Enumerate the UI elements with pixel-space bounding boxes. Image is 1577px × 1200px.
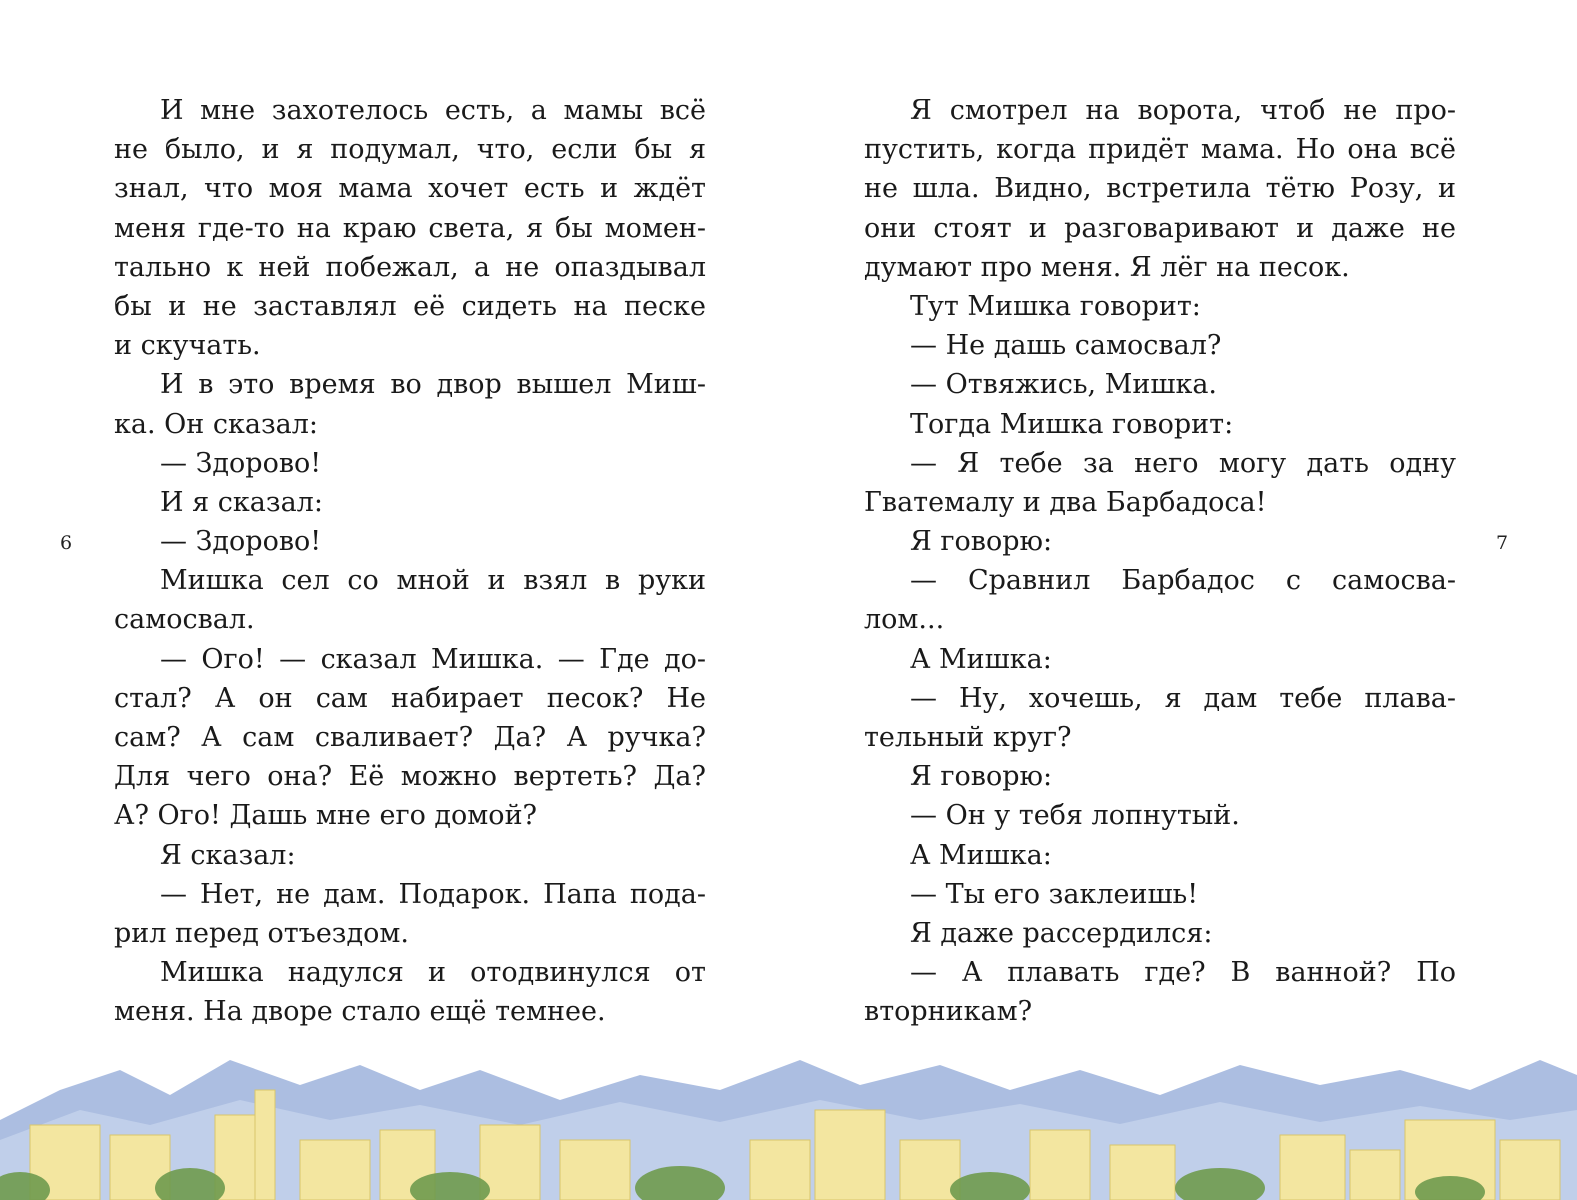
text-line: не было, и я подумал, что, если бы я (114, 134, 706, 166)
text-line: Мишка сел со мной и взял в руки (160, 565, 706, 597)
text-line: — Он у тебя лопнутый. (910, 800, 1240, 832)
text-line: — Здорово! (160, 526, 322, 558)
text-line: меня где-то на краю света, я бы момен- (114, 212, 706, 244)
text-line: не шла. Видно, встретила тётю Розу, и (864, 173, 1456, 205)
left-page-text (114, 91, 706, 1032)
text-line: лом... (864, 604, 945, 636)
text-line: А Мишка: (910, 839, 1052, 871)
text-line: Тогда Мишка говорит: (910, 408, 1234, 440)
text-line: Для чего она? Её можно вертеть? Да? (114, 761, 706, 793)
text-line: И мне захотелось есть, а мамы всё (160, 95, 706, 126)
text-line: меня. На дворе стало ещё темнее. (114, 996, 606, 1028)
text-line: Я сказал: (160, 839, 296, 871)
right-page-text (864, 91, 1456, 1032)
text-line: — Я тебе за него могу дать одну (910, 447, 1456, 479)
text-line: А Мишка: (910, 643, 1052, 675)
text-line: самосвал. (114, 604, 255, 636)
text-line: стал? А он сам набирает песок? Не (114, 682, 706, 714)
text-line: сам? А сам сваливает? Да? А ручка? (114, 722, 706, 753)
text-line: — Не дашь самосвал? (910, 330, 1222, 362)
text-line: Тут Мишка говорит: (910, 290, 1201, 322)
text-line: Я говорю: (910, 526, 1053, 558)
text-line: тельный круг? (864, 722, 1072, 753)
text-line: — Здорово! (160, 447, 322, 479)
text-line: И я сказал: (160, 486, 323, 518)
text-line: Гватемалу и два Барбадоса! (864, 486, 1267, 518)
text-line: рил перед отъездом. (114, 917, 409, 949)
text-line: — Нет, не дам. Подарок. Папа пода- (160, 878, 706, 910)
page-number-right: 7 (1496, 532, 1509, 554)
text-line: Мишка надулся и отодвинулся от (160, 957, 706, 989)
text-line: И в это время во двор вышел Миш- (160, 369, 706, 401)
text-line: — Ого! — сказал Мишка. — Где до- (160, 643, 706, 675)
text-line: знал, что моя мама хочет есть и ждёт (114, 173, 706, 205)
text-line: бы и не заставлял её сидеть на песке (114, 290, 706, 322)
text-line: А? Ого! Дашь мне его домой? (114, 800, 538, 832)
text-line: пустить, когда придёт мама. Но она всё (864, 134, 1456, 166)
text-line: Я смотрел на ворота, чтоб не про- (910, 95, 1456, 126)
city-skyline-illustration (0, 1030, 1577, 1200)
text-line: тально к ней побежал, а не опаздывал (114, 251, 706, 283)
text-line: Я говорю: (910, 761, 1053, 793)
text-line: вторникам? (864, 996, 1033, 1028)
text-line: и скучать. (114, 330, 261, 362)
text-line: — Отвяжись, Мишка. (910, 369, 1218, 401)
text-line: — Ну, хочешь, я дам тебе плава- (910, 682, 1456, 714)
text-line: они стоят и разговаривают и даже не (864, 212, 1456, 244)
text-line: — Сравнил Барбадос с самосва- (910, 565, 1456, 597)
text-line: — Ты его заклеишь! (910, 878, 1199, 910)
text-line: ка. Он сказал: (114, 408, 319, 440)
text-line: думают про меня. Я лёг на песок. (864, 251, 1350, 283)
text-line: Я даже рассердился: (910, 917, 1213, 949)
page-number-left: 6 (60, 532, 73, 554)
text-line: — А плавать где? В ванной? По (910, 957, 1456, 989)
